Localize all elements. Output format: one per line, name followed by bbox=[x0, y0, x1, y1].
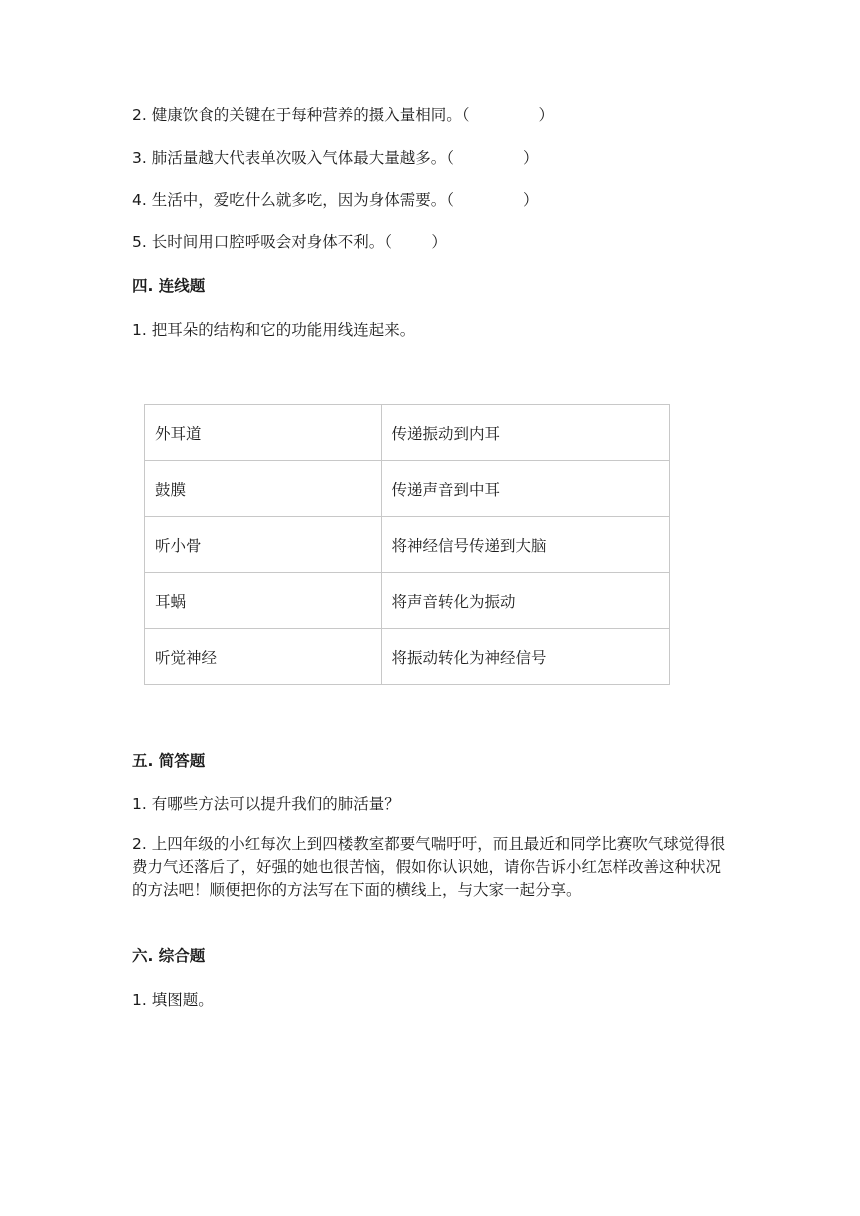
short-answer-question-1: 1. 有哪些方法可以提升我们的肺活量？ bbox=[132, 795, 400, 813]
judgment-item-5: 5. 长时间用口腔呼吸会对身体不利。（ ） bbox=[132, 233, 447, 251]
structure-cell: 鼓膜 bbox=[145, 461, 382, 517]
function-cell: 将神经信号传递到大脑 bbox=[381, 517, 669, 573]
short-answer-question-2: 2. 上四年级的小红每次上到四楼教室都要气喘吁吁，而且最近和同学比赛吹气球觉得很费力气还落后了，好强的她也很苦恼，假如你认识她，请你告诉小红怎样改善这种状况的方法吧！顺便把你的方法写在下面的横线上，与大家一起分享。 bbox=[132, 835, 726, 899]
structure-cell: 外耳道 bbox=[145, 405, 382, 461]
table-row bbox=[145, 573, 670, 629]
function-cell: 传递振动到内耳 bbox=[381, 405, 669, 461]
function-cell: 传递声音到中耳 bbox=[381, 461, 669, 517]
table-row bbox=[145, 461, 670, 517]
matching-question: 1. 把耳朵的结构和它的功能用线连起来。 bbox=[132, 321, 416, 339]
structure-cell: 耳蜗 bbox=[145, 573, 382, 629]
table-row bbox=[145, 517, 670, 573]
table-row bbox=[145, 629, 670, 685]
comprehensive-question-1: 1. 填图题。 bbox=[132, 991, 214, 1009]
section-heading-short-answer: 五. 简答题 bbox=[132, 752, 206, 770]
section-heading-comprehensive: 六. 综合题 bbox=[132, 947, 206, 965]
ear-structure-table bbox=[144, 404, 670, 685]
judgment-item-3: 3. 肺活量越大代表单次吸入气体最大量越多。（ ） bbox=[132, 149, 539, 167]
judgment-item-2: 2. 健康饮食的关键在于每种营养的摄入量相同。（ ） bbox=[132, 106, 554, 124]
section-heading-matching: 四. 连线题 bbox=[132, 277, 206, 295]
function-cell: 将声音转化为振动 bbox=[381, 573, 669, 629]
judgment-item-4: 4. 生活中，爱吃什么就多吃，因为身体需要。（ ） bbox=[132, 191, 539, 209]
structure-cell: 听小骨 bbox=[145, 517, 382, 573]
function-cell: 将振动转化为神经信号 bbox=[381, 629, 669, 685]
structure-cell: 听觉神经 bbox=[145, 629, 382, 685]
table-row bbox=[145, 405, 670, 461]
